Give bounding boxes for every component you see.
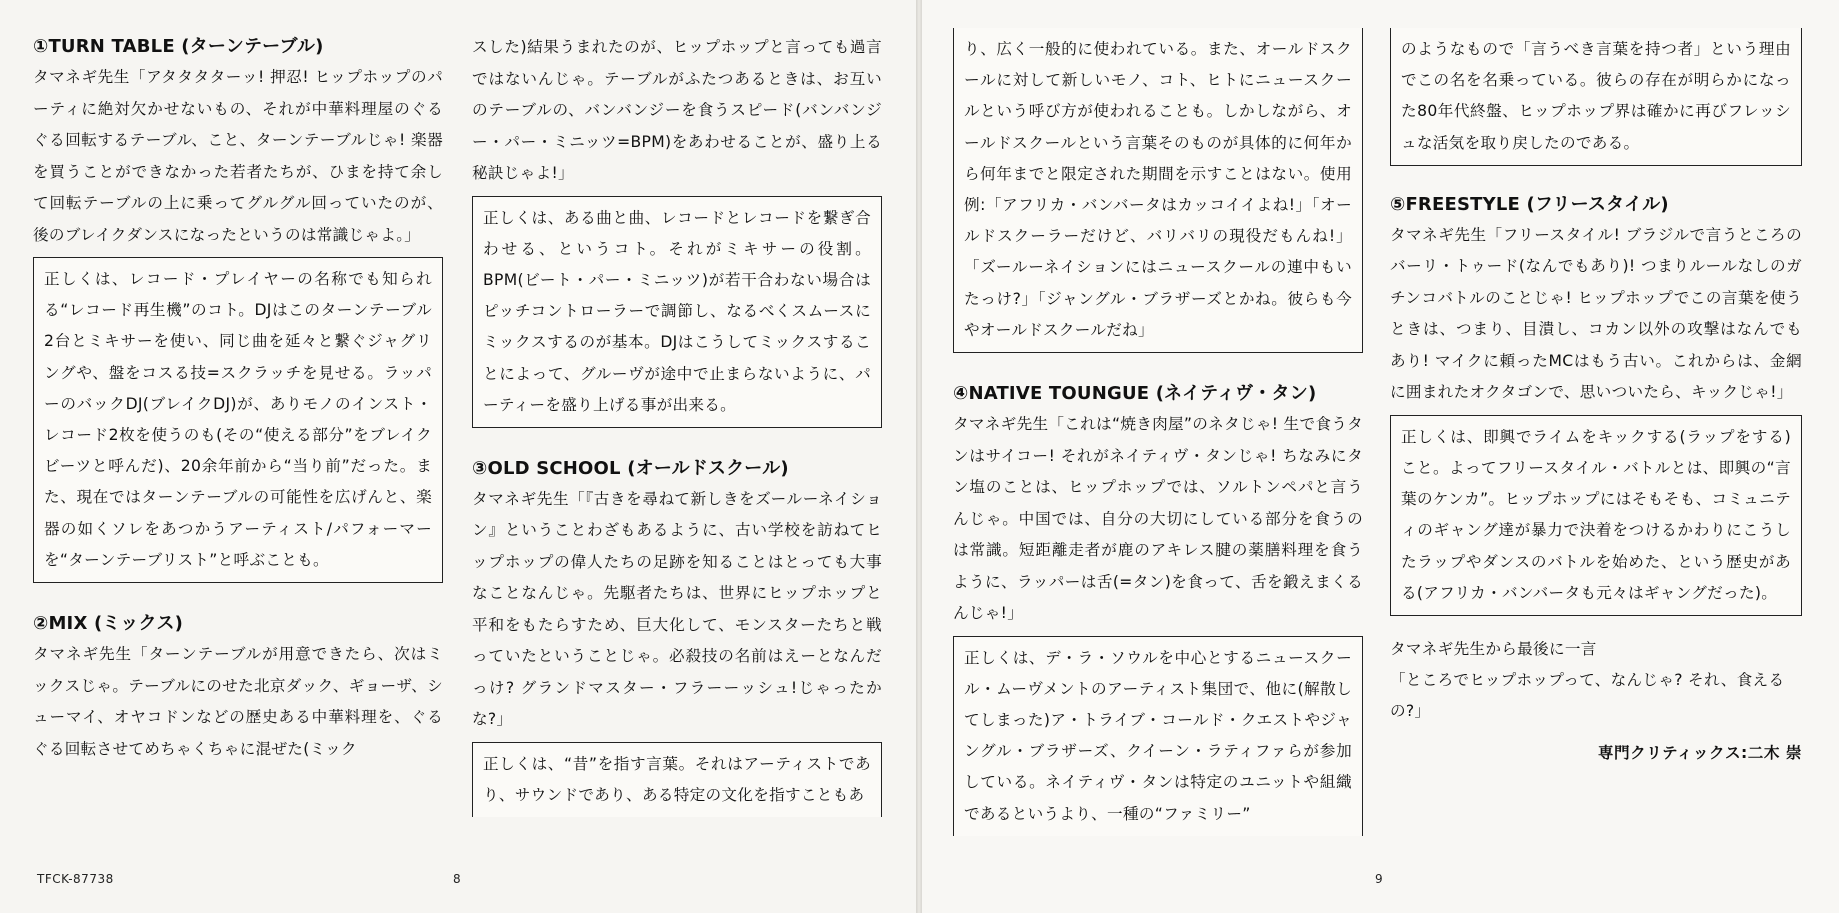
box-text: 正しくは、即興でライムをキックする(ラップをする)こと。よってフリースタイル・バトルとは、即興の“言葉のケンカ”。ヒップホップにはそもそも、コミュニティのギャング達が暴力で決着をつけるかわりにこうしたラップやダンスのバトルを始めた、という歴史がある(アフリカ・バンバータも元々はギャングだった)。 [1401,427,1791,602]
right-column-2 [1390,28,1802,763]
box-text: 正しくは、“昔”を指す言葉。それはアーティストであり、サウンドであり、ある特定の文化を指すこともあ [483,754,871,805]
left-page [0,0,916,913]
section-native-tongue [953,379,1363,630]
box-text: 正しくは、レコード・プレイヤーの名称でも知られる“レコード再生機”のコト。DJはこのターンテーブル2台とミキサーを使い、同じ曲を延々と繋ぐジャグリングや、盤をコスる技=スクラッチを見せる。ラッパーのバックDJ(ブレイクDJ)が、ありモノのインスト・レコード2枚を使うのも(その“使える部分”をブレイクビーツと呼んだ)、20余年前から“当り前”だった。また、現在ではターンテーブルの可能性を広げんと、楽器の如くソレをあつかうアーティスト/パフォーマーを“ターンテーブリスト”と呼ぶことも。 [44,270,432,569]
section-heading: ①TURN TABLE (ターンテーブル) [33,36,324,57]
signoff-quote: 「ところでヒップホップって、なんじゃ? それ、食えるの?」 [1390,671,1785,721]
section-heading: ⑤FREESTYLE (フリースタイル) [1390,193,1669,215]
explanation-box [953,636,1363,836]
section-heading: ②MIX (ミックス) [33,613,184,635]
left-column-1 [33,32,443,765]
explanation-box [1390,415,1802,616]
continued-text: スした)結果うまれたのが、ヒップホップと言っても過言ではないんじゃ。テーブルがふたつあるときは、お互いのテーブルの、バンバンジーを食うスピード(バンバンジー・パー・ミニッツ=BPM)をあわせることが、盛り上る秘訣じゃよ!」 [472,38,882,182]
page-number: 8 [453,872,462,886]
left-column-2 [472,32,882,817]
explanation-box [472,742,882,817]
section-body: タマネギ先生「アタタタターッ! 押忍! ヒップホップのパーティに絶対欠かせないもの、それが中華料理屋のぐるぐる回転するテーブル、こと、ターンテーブルじゃ! 楽器を買うことができなかった若者たちが、ひまを持て余して回転テーブルの上に乗ってグルグル回っていたのが、後のブレイクダンスになったというのは常識じゃよ。」 [33,68,443,244]
explanation-box [472,196,882,428]
right-page [922,0,1839,913]
signoff-intro: タマネギ先生から最後に一言 [1390,640,1597,659]
box-text: 正しくは、ある曲と曲、レコードとレコードを繋ぎ合わせる、というコト。それがミキサーの役割。BPM(ビート・パー・ミニッツ)が若干合わない場合はピッチコントローラーで調節し、なるべくスムースにミックスするのが基本。DJはこうしてミックスすることによって、グルーヴが途中で止まらないように、パーティーを盛り上げる事が出来る。 [483,208,871,414]
box-text: り、広く一般的に使われている。また、オールドスクールに対して新しいモノ、コト、ヒトにニュースクールという呼び方が使われることも。しかしながら、オールドスクールという言葉そのものが具体的に何年から何年までと限定された期間を示すことはない。使用例:「アフリカ・バンバータはカッコイイよね!」「オールドスクーラーだけど、バリバリの現役だもんね!」「ズールーネイションにはニュースクールの連中もいたっけ?」「ジャングル・ブラザーズとかね。彼らも今やオールドスクールだね」 [964,40,1352,339]
right-column-1 [953,28,1363,836]
explanation-box [33,257,443,583]
page-number: 9 [1375,872,1384,886]
section-body: タマネギ先生「『古きを尋ねて新しきをズールーネイション』ということわざもあるように、古い学校を訪ねてヒップホップの偉人たちの足跡を知ることはとっても大事なことなんじゃ。先駆者たちは、世界にヒップホップと平和をもたらすため、巨大化して、モンスターたちと戦っていたということじゃ。必殺技の名前はえーとなんだっけ? グランドマスター・フラーーッシュ!じゃったかな?」 [472,489,882,729]
section-body: タマネギ先生「フリースタイル! ブラジルで言うところのバーリ・トゥード(なんでもあり)! つまりルールなしのガチンコバトルのことじゃ! ヒップホップでこの言葉を使うときは、つまり、目潰し、コカン以外の攻撃はなんでもあり! マイクに頼ったMCはもう古い。これからは、金網に囲まれたオクタゴンで、思いついたら、キックじゃ!」 [1390,225,1802,402]
explanation-box [953,28,1363,353]
explanation-box [1390,28,1802,166]
section-freestyle [1390,190,1802,409]
author-credit: 専門クリティックス:二木 崇 [1597,744,1802,763]
section-body: タマネギ先生「これは“焼き肉屋”のネタじゃ! 生で食うタンはサイコー! それがネイティヴ・タンじゃ! ちなみにタン塩のことは、ヒップホップでは、ソルトンペパと言うんじゃ。中国では、自分の大切にしている部分を食うのは常識。短距離走者が鹿のアキレス腱の薬膳料理を食うように、ラッパーは舌(=タン)を食って、舌を鍛えまくるんじゃ!」 [953,415,1364,623]
section-old-school [472,454,882,736]
section-heading: ④NATIVE TOUNGUE (ネイティヴ・タン) [953,383,1317,405]
section-body: タマネギ先生「ターンテーブルが用意できたら、次はミックスじゃ。テーブルにのせた北京ダック、ギョーザ、シューマイ、オヤコドンなどの歴史ある中華料理を、ぐるぐる回転させてめちゃくちゃに混ぜた(ミック [33,645,443,758]
section-turn-table [33,32,443,251]
box-text: 正しくは、デ・ラ・ソウルを中心とするニュースクール・ムーヴメントのアーティスト集団で、他に(解散してしまった)ア・トライブ・コールド・クエストやジャングル・ブラザーズ、クイーン・ラティファらが参加している。ネイティヴ・タンは特定のユニットや組織であるというより、一種の“ファミリー” [964,648,1352,823]
catalog-code: TFCK-87738 [37,872,114,886]
section-mix [33,609,443,765]
section-heading: ③OLD SCHOOL (オールドスクール) [472,457,789,479]
box-text: のようなもので「言うべき言葉を持つ者」という理由でこの名を名乗っている。彼らの存在が明らかになった80年代終盤、ヒップホップ界は確かに再びフレッシュな活気を取り戻したのである。 [1401,40,1791,152]
